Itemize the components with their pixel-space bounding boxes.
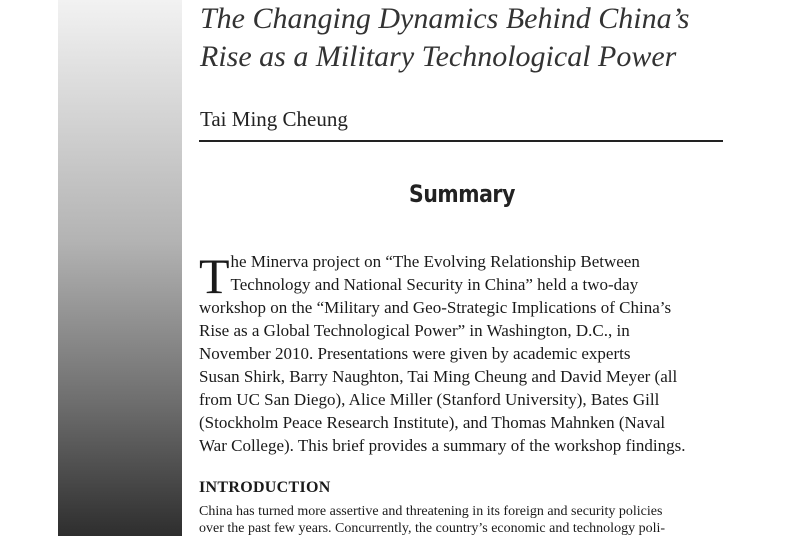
body-line: over the past few years. Concurrently, the country’s economic and technology poli- <box>199 521 666 536</box>
decorative-gradient-sidebar <box>58 0 182 536</box>
title-divider <box>199 140 723 142</box>
intro-line: Technology and National Security in China” held a two-day <box>230 275 639 294</box>
summary-heading: Summary <box>409 180 515 208</box>
introduction-heading: INTRODUCTION <box>199 479 331 496</box>
intro-line: he Minerva project on “The Evolving Relationship Between <box>230 252 640 271</box>
intro-line: Rise as a Global Technological Power” in Washington, D.C., in <box>199 321 630 340</box>
intro-line: (Stockholm Peace Research Institute), and Thomas Mahnken (Naval <box>199 413 666 432</box>
introduction-paragraph <box>199 503 739 537</box>
document-title <box>200 0 760 76</box>
title-line-1: The Changing Dynamics Behind China’s <box>200 2 690 35</box>
author-name: Tai Ming Cheung <box>200 107 348 131</box>
intro-line: War College). This brief provides a summary of the workshop findings. <box>199 436 686 455</box>
drop-cap: T <box>199 248 230 304</box>
intro-line: from UC San Diego), Alice Miller (Stanford University), Bates Gill <box>199 390 660 409</box>
intro-line: November 2010. Presentations were given by academic experts <box>199 344 631 363</box>
intro-line: Susan Shirk, Barry Naughton, Tai Ming Cheung and David Meyer (all <box>199 367 678 386</box>
title-line-2: Rise as a Military Technological Power <box>200 40 677 73</box>
intro-line: workshop on the “Military and Geo-Strategic Implications of China’s <box>199 298 672 317</box>
body-line: China has turned more assertive and threatening in its foreign and security policies <box>199 504 663 519</box>
intro-paragraph <box>199 250 739 457</box>
